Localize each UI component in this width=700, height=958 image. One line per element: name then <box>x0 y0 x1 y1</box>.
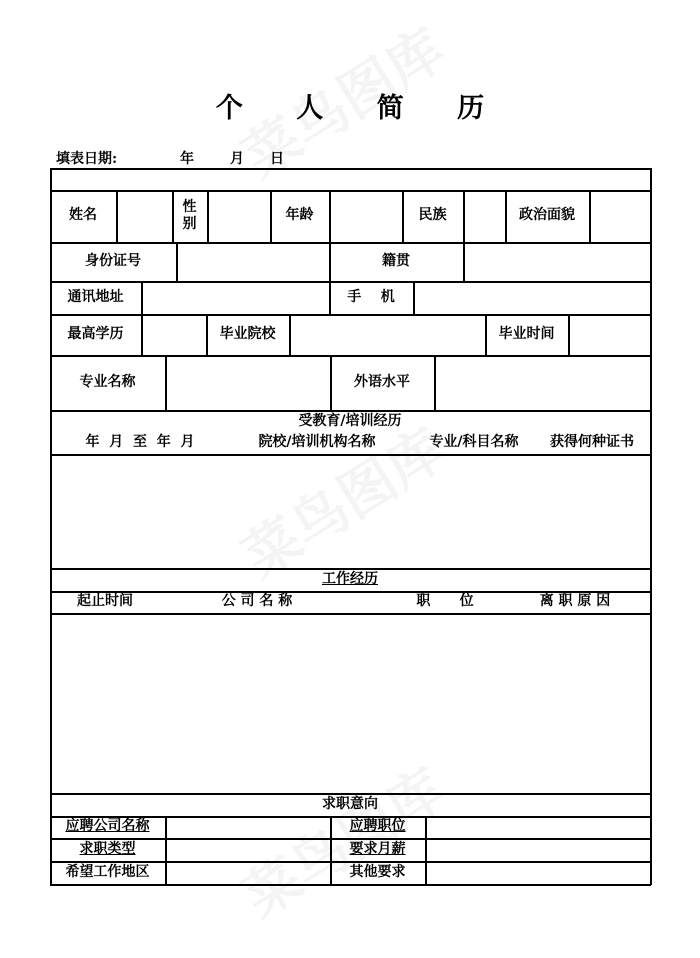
education-col-school: 院校/培训机构名称 <box>258 434 376 451</box>
label-target-company: 应聘公司名称 <box>65 818 150 835</box>
fill-date-month: 月 <box>230 151 244 167</box>
label-language: 外语水平 <box>354 373 410 390</box>
label-address: 通讯地址 <box>67 288 124 305</box>
label-major: 专业名称 <box>79 373 136 390</box>
education-col-major: 专业/科目名称 <box>429 434 519 451</box>
work-col-reason: 离 职 原 因 <box>539 593 611 610</box>
label-target-position: 应聘职位 <box>349 818 406 835</box>
work-col-period: 起止时间 <box>77 593 133 610</box>
education-header: 受教育/培训经历 <box>298 413 402 430</box>
input-gender[interactable] <box>207 190 270 242</box>
input-target-company[interactable] <box>165 816 330 838</box>
label-school: 毕业院校 <box>219 325 276 342</box>
input-expected-salary[interactable] <box>425 839 650 861</box>
label-education: 最高学历 <box>67 325 124 342</box>
label-native-place: 籍贯 <box>382 252 410 269</box>
work-body[interactable] <box>50 614 650 793</box>
input-other-requirements[interactable] <box>425 862 650 884</box>
work-col-position: 职 位 <box>416 593 474 610</box>
education-body[interactable] <box>50 455 650 568</box>
input-work-area[interactable] <box>165 862 330 884</box>
label-expected-salary: 要求月薪 <box>349 841 406 858</box>
work-col-company: 公 司 名 称 <box>221 593 293 610</box>
label-phone: 手 机 <box>347 288 395 305</box>
label-ethnicity: 民族 <box>418 207 447 224</box>
input-id-number[interactable] <box>176 242 329 281</box>
label-id-number: 身份证号 <box>85 252 141 269</box>
input-name[interactable] <box>116 190 172 242</box>
input-target-position[interactable] <box>425 816 650 838</box>
education-col-certificate: 获得何种证书 <box>550 434 634 451</box>
input-major[interactable] <box>165 355 330 410</box>
input-address[interactable] <box>141 281 329 314</box>
label-gender: 性 别 <box>182 198 197 232</box>
education-col-dates: 年 月 至 年 月 <box>85 434 195 451</box>
page-title: 个 人 简 历 <box>215 93 507 124</box>
label-job-type: 求职类型 <box>79 841 136 858</box>
label-work-area: 希望工作地区 <box>65 864 150 881</box>
fill-date-year: 年 <box>180 151 194 167</box>
label-grad-time: 毕业时间 <box>498 325 555 342</box>
label-name: 姓名 <box>69 207 97 224</box>
label-age: 年龄 <box>285 207 314 224</box>
fill-date-label: 填表日期: <box>56 151 118 167</box>
input-grad-time[interactable] <box>568 314 650 355</box>
photo-box[interactable] <box>589 190 650 242</box>
work-header: 工作经历 <box>322 571 378 588</box>
label-political: 政治面貌 <box>519 207 575 224</box>
job-intent-header: 求职意向 <box>322 796 378 813</box>
input-phone[interactable] <box>413 281 650 314</box>
input-age[interactable] <box>329 190 402 242</box>
input-school[interactable] <box>289 314 485 355</box>
label-other-requirements: 其他要求 <box>349 864 406 881</box>
fill-date-day: 日 <box>270 151 284 167</box>
input-job-type[interactable] <box>165 839 330 861</box>
input-education[interactable] <box>141 314 206 355</box>
input-language[interactable] <box>434 355 650 410</box>
input-ethnicity[interactable] <box>463 190 505 242</box>
input-native-place[interactable] <box>463 242 650 281</box>
